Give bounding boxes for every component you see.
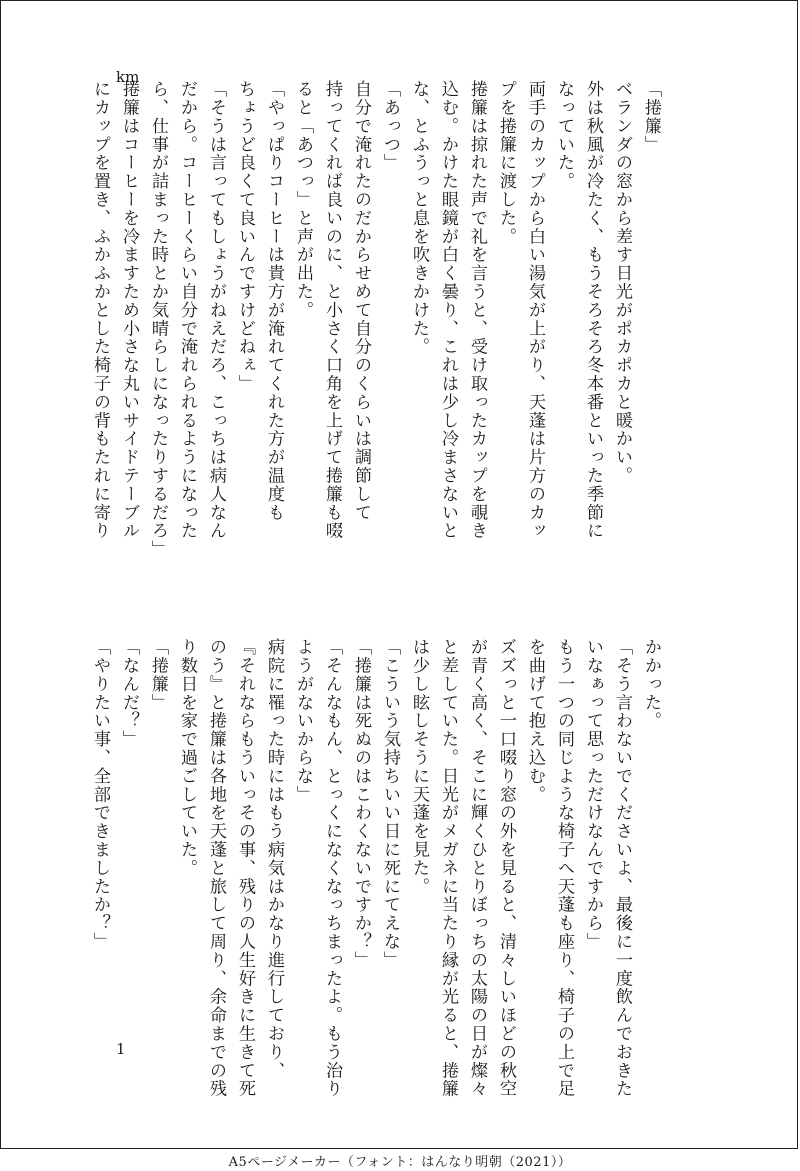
text-line: 捲簾はコーヒーを冷ますため小さな丸いサイドテーブル [119, 80, 139, 540]
footer-caption: A5ページメーカー（フォント：はんなり明朝（2021）） [228, 1155, 572, 1170]
text-line: 病院に罹った時にはもう病気はかなり進行しており、 [264, 638, 284, 1080]
upper-text-column [90, 80, 665, 559]
text-line: だから。コーヒーくらい自分で淹れられるようになった [177, 80, 197, 540]
lower-text-column [90, 638, 665, 1098]
text-line: が青く高く、そこに輝くひとりぼっちの太陽の日が燦々 [467, 638, 487, 1098]
text-line: プを捲簾に渡した。 [496, 80, 516, 246]
text-line: 「そうは言ってもしょうがねえだろ、こっちは病人なん [206, 80, 226, 540]
page-number: 1 [116, 1040, 126, 1058]
text-line: なっていた。 [554, 80, 574, 191]
text-line: と差していた。日光がメガネに当たり縁が光ると、捲簾 [438, 638, 458, 1098]
text-line: 持ってくれば良いのに、と小さく口角を上げて捲簾も啜 [322, 80, 342, 540]
text-line: にカップを置き、ふかふかとした椅子の背もたれに寄り [90, 80, 110, 540]
text-line: 「捲簾は死ぬのはこわくないですか？」 [351, 638, 371, 970]
text-line: ちょうど良くて良いんですけどねぇ」 [235, 80, 255, 393]
text-line: ら、仕事が詰まった時とか気晴らしになったりするだろ」 [148, 80, 168, 559]
text-line: 「やっぱりコーヒーは貴方が淹れてくれた方が温度も [264, 80, 284, 522]
text-line: 「捲簾」 [641, 80, 661, 154]
text-line: ようがないからな」 [293, 638, 313, 804]
text-line: 「そんなもん、とっくになくなっちまったよ。もう治り [322, 638, 342, 1098]
text-line: 捲簾は掠れた声で礼を言うと、受け取ったカップを覗き [467, 80, 487, 540]
text-line: を曲げて抱え込む。 [525, 638, 545, 804]
text-line: もう一つの同じような椅子へ天蓬も座り、椅子の上で足 [554, 638, 574, 1098]
text-line: 「あっつ」 [380, 80, 400, 172]
text-line: は少し眩しそうに天蓬を見た。 [409, 638, 429, 896]
text-line: ベランダの窓から差す日光がポカポカと暖かい。 [612, 80, 632, 485]
text-line: ズズっと一口啜り窓の外を見ると、清々しいほどの秋空 [496, 638, 516, 1098]
text-line: 外は秋風が冷たく、もうそろそろ冬本番といった季節に [583, 80, 603, 540]
text-line: 自分で淹れたのだからせめて自分のくらいは調節して [351, 80, 371, 522]
text-line: 「そう言わないでくださいよ、最後に一度飲んでおきた [612, 638, 632, 1098]
text-line: いなぁって思っただけなんですから」 [583, 638, 603, 951]
text-line: な、とふうっと息を吹きかけた。 [409, 80, 429, 356]
header-label: km [116, 68, 140, 86]
text-line: ると「あつっ」と声が出た。 [293, 80, 313, 320]
text-line: 両手のカップから白い湯気が上がり、天蓬は片方のカッ [525, 80, 545, 540]
text-line: かかった。 [641, 638, 661, 730]
text-line: り数日を家で過ごしていた。 [177, 638, 197, 878]
text-line: 『それならもういっその事、残りの人生好きに生きて死 [235, 638, 255, 1098]
text-line: 「捲簾」 [148, 638, 168, 712]
text-line: 込む。かけた眼鏡が白く曇り、これは少し冷まさないと [438, 80, 458, 540]
text-line: 「なんだ？」 [119, 638, 139, 749]
text-line: 「やりたい事、全部できましたか？」 [90, 638, 110, 951]
text-line: のう』と捲簾は各地を天蓬と旅して周り、余命までの残 [206, 638, 226, 1098]
text-line: 「こういう気持ちいい日に死にてえな」 [380, 638, 400, 970]
